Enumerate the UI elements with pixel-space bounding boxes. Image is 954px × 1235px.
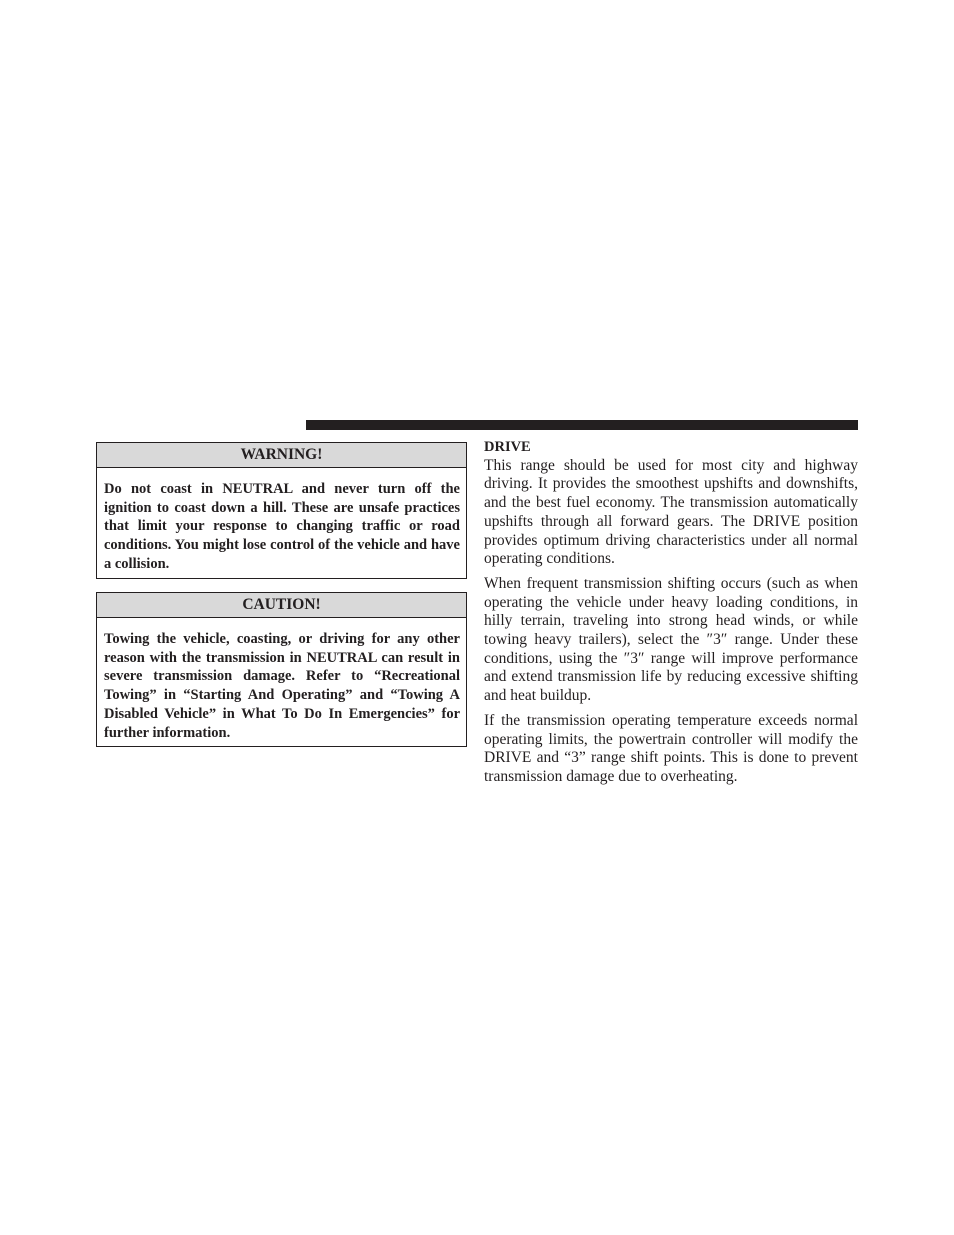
drive-paragraph-3: If the transmission operating temperature exceeds normal operating limits, the powertrain controller will modify the DRIVE and “3” range shift points. This is done to prevent transmission damage due to overheating. (484, 711, 858, 785)
caution-body: Towing the vehicle, coasting, or driving for any other reason with the transmission in NEUTRAL can result in severe transmission damage. Refer to “Recreational Towing” in “Starting And Operating” and “Towing A Disabled Vehicle” in What To Do In Emergencies” for further information. (104, 631, 460, 741)
drive-paragraph-1: This range should be used for most city and highway driving. It provides the smoothest upshifts and downshifts, and the best fuel economy. The transmission automatically upshifts through all forward gears. The DRIVE position provides optimum driving characteristics under all normal operating conditions. (484, 456, 858, 568)
drive-section (484, 438, 858, 793)
drive-heading: DRIVE (484, 439, 531, 455)
caution-box (96, 592, 467, 747)
drive-paragraph-2: When frequent transmission shifting occurs (such as when operating the vehicle under heavy loading conditions, in hilly terrain, traveling into strong head winds, or while towing heavy trailers), select the ″3″ range. Under these conditions, using the ″3″ range will improve performance and extend transmission life by reducing excessive shifting and heat buildup. (484, 574, 858, 705)
caution-title: CAUTION! (97, 593, 466, 618)
header-rule-bar (306, 420, 858, 430)
warning-box (96, 442, 467, 579)
warning-body: Do not coast in NEUTRAL and never turn off the ignition to coast down a hill. These are unsafe practices that limit your response to changing traffic or road conditions. You might lose control of the vehicle and have a collision. (104, 481, 460, 572)
warning-title: WARNING! (97, 443, 466, 468)
